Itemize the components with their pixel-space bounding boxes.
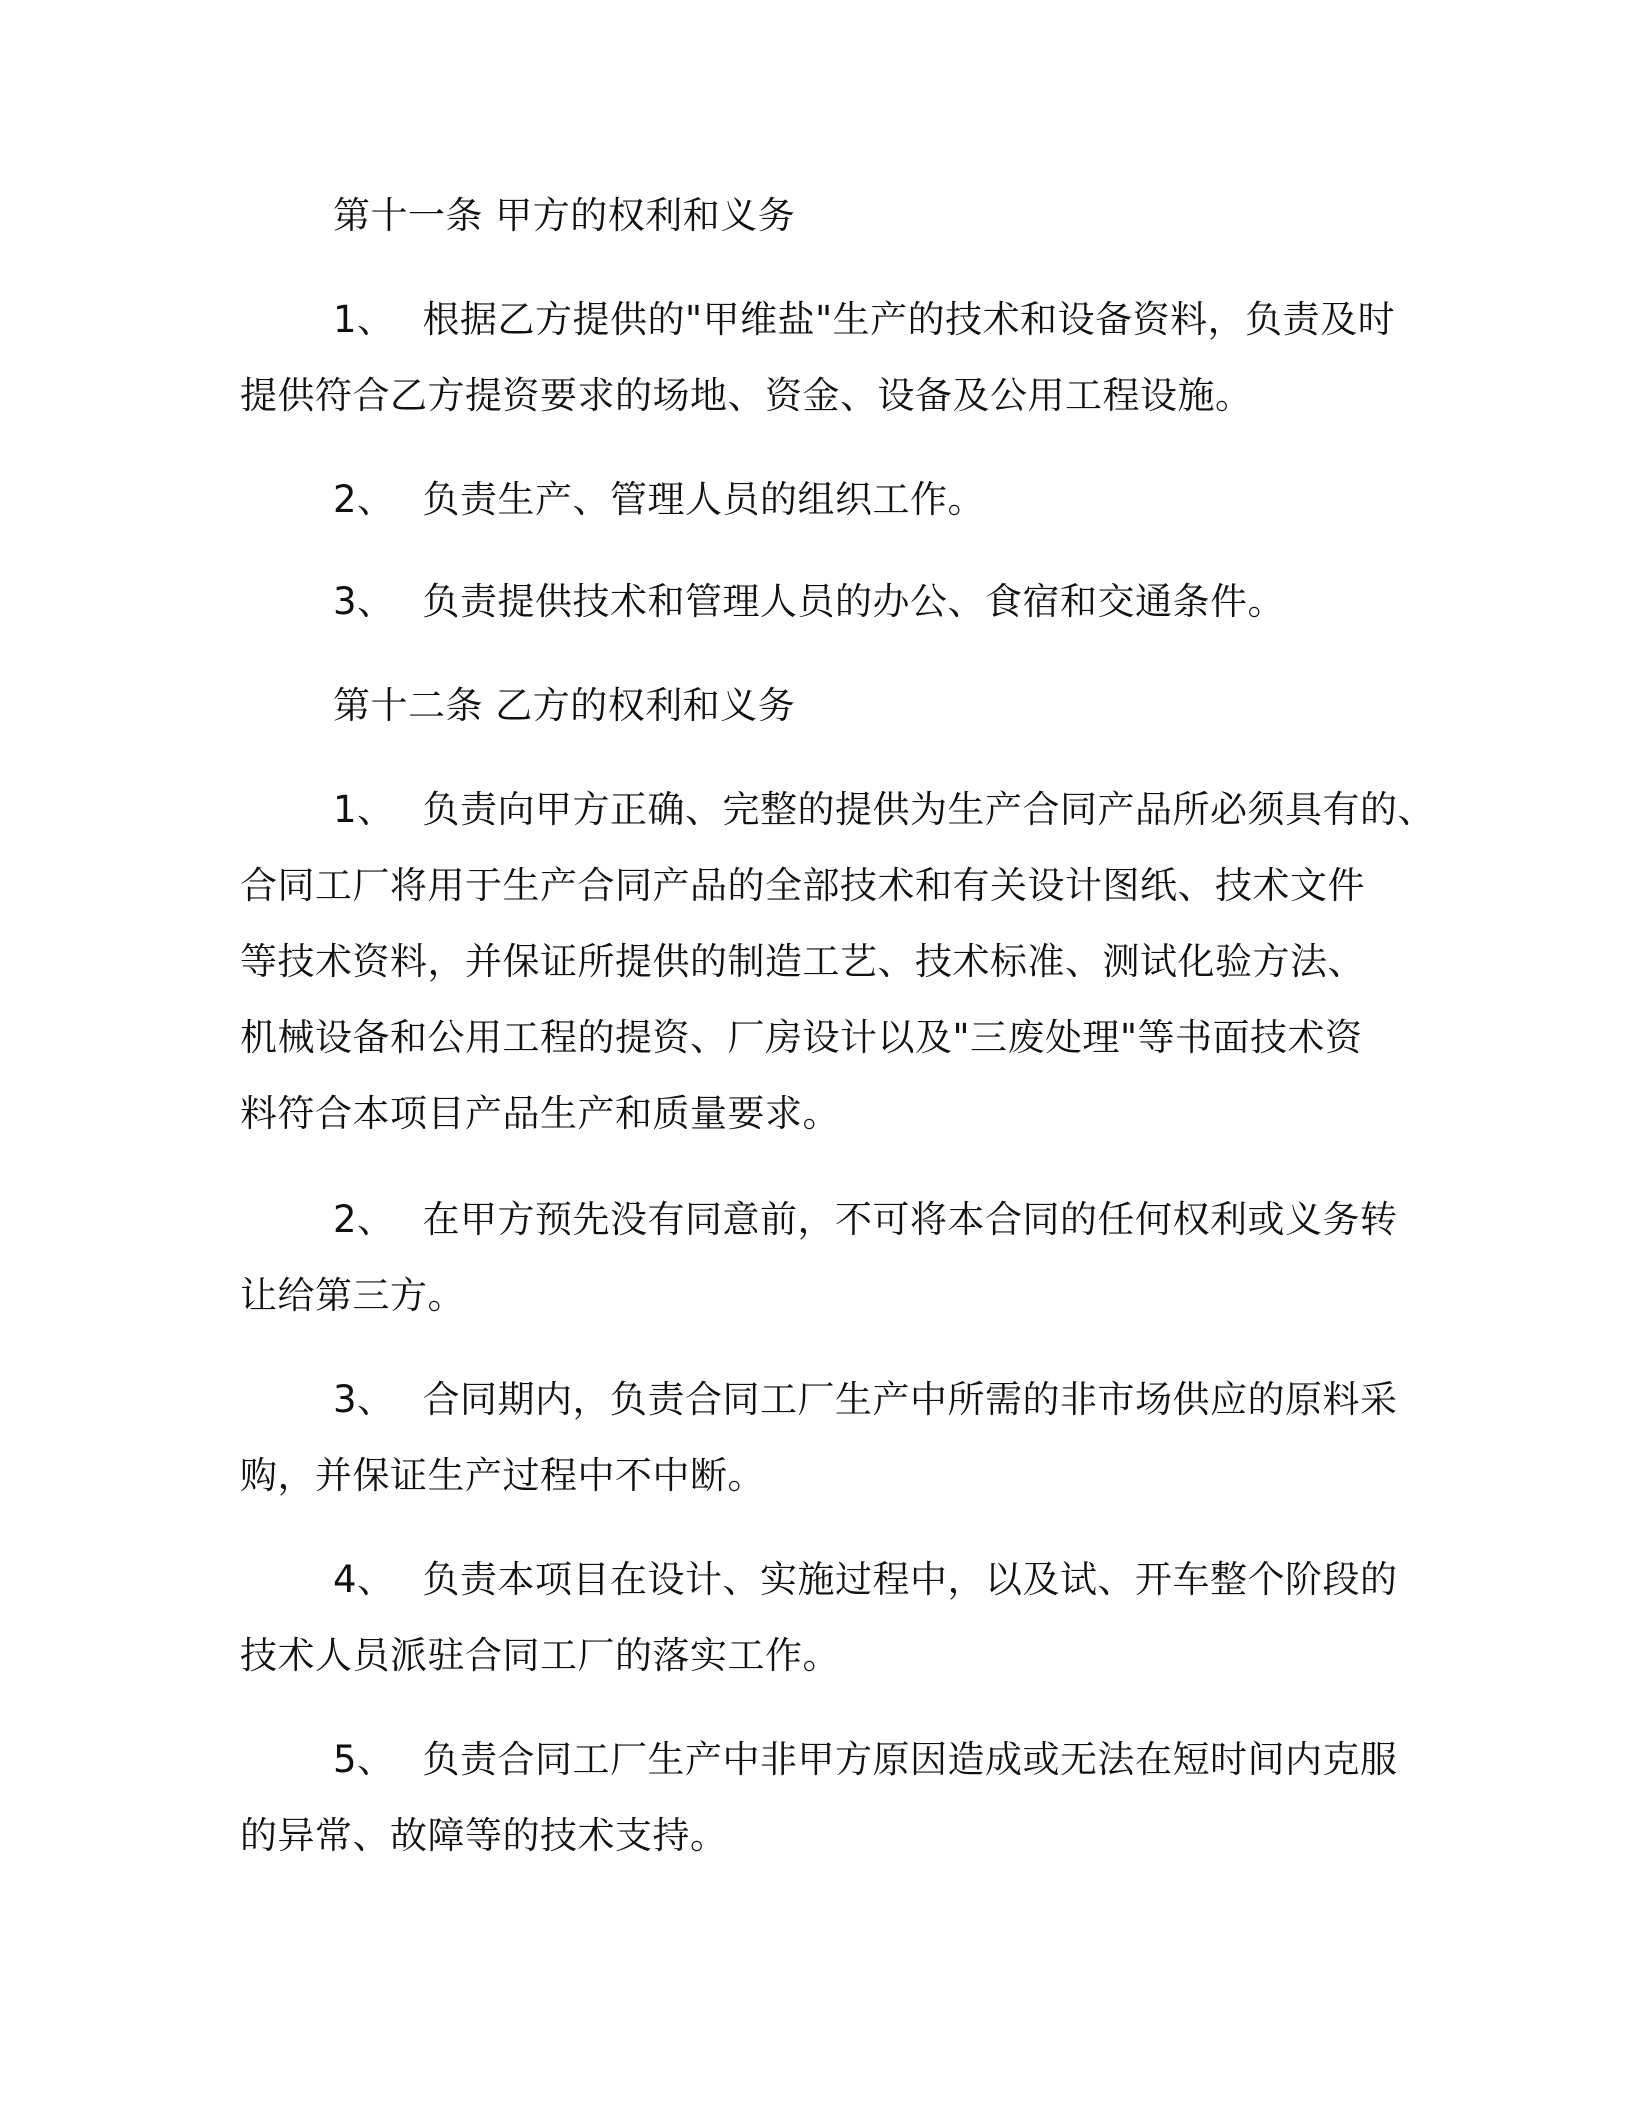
article-12-item-4-line-2: 技术人员派驻合同工厂的落实工作。	[240, 1634, 840, 1677]
item-number: 2、	[333, 1198, 395, 1241]
item-text: 负责生产、管理人员的组织工作。	[422, 478, 986, 521]
item-number: 1、	[333, 298, 395, 341]
article-12-item-1-line-2: 合同工厂将用于生产合同产品的全部技术和有关设计图纸、技术文件	[240, 864, 1365, 907]
article-12-item-3-line-2: 购，并保证生产过程中不中断。	[240, 1454, 765, 1497]
article-11-item-3	[333, 578, 1285, 626]
item-number: 2、	[333, 478, 395, 521]
item-number: 3、	[333, 1378, 395, 1421]
item-number: 5、	[333, 1738, 395, 1781]
article-12-item-1-line-3: 等技术资料，并保证所提供的制造工艺、技术标准、测试化验方法、	[240, 940, 1365, 983]
article-11-item-1-first-line	[333, 296, 1395, 344]
article-12-item-4-first-line	[333, 1556, 1398, 1604]
article-12-item-1-line-4: 机械设备和公用工程的提资、厂房设计以及"三废处理"等书面技术资	[240, 1016, 1363, 1059]
article-12-item-1-line-5: 料符合本项目产品生产和质量要求。	[240, 1092, 840, 1135]
article-12-item-3-first-line	[333, 1376, 1398, 1424]
article-12-heading: 第十二条 乙方的权利和义务	[333, 684, 796, 727]
item-text: 在甲方预先没有同意前，不可将本合同的任何权利或义务转	[422, 1198, 1398, 1241]
article-12-item-1-first-line	[333, 786, 1435, 834]
article-12-item-2-line-2: 让给第三方。	[240, 1274, 465, 1317]
item-text: 根据乙方提供的"甲维盐"生产的技术和设备资料，负责及时	[422, 298, 1396, 341]
article-12-item-2-first-line	[333, 1196, 1398, 1244]
item-text: 负责提供技术和管理人员的办公、食宿和交通条件。	[422, 580, 1286, 623]
article-12-item-5-line-2: 的异常、故障等的技术支持。	[240, 1814, 728, 1857]
article-11-item-2	[333, 476, 985, 524]
item-text: 负责本项目在设计、实施过程中，以及试、开车整个阶段的	[422, 1558, 1398, 1601]
article-11-item-1-line-2: 提供符合乙方提资要求的场地、资金、设备及公用工程设施。	[240, 374, 1253, 417]
item-text: 负责向甲方正确、完整的提供为生产合同产品所必须具有的、	[422, 788, 1436, 831]
item-text: 合同期内，负责合同工厂生产中所需的非市场供应的原料采	[422, 1378, 1398, 1421]
article-12-item-5-first-line	[333, 1736, 1398, 1784]
item-number: 4、	[333, 1558, 395, 1601]
article-11-heading: 第十一条 甲方的权利和义务	[333, 194, 796, 237]
item-number: 3、	[333, 580, 395, 623]
item-text: 负责合同工厂生产中非甲方原因造成或无法在短时间内克服	[422, 1738, 1398, 1781]
item-number: 1、	[333, 788, 395, 831]
